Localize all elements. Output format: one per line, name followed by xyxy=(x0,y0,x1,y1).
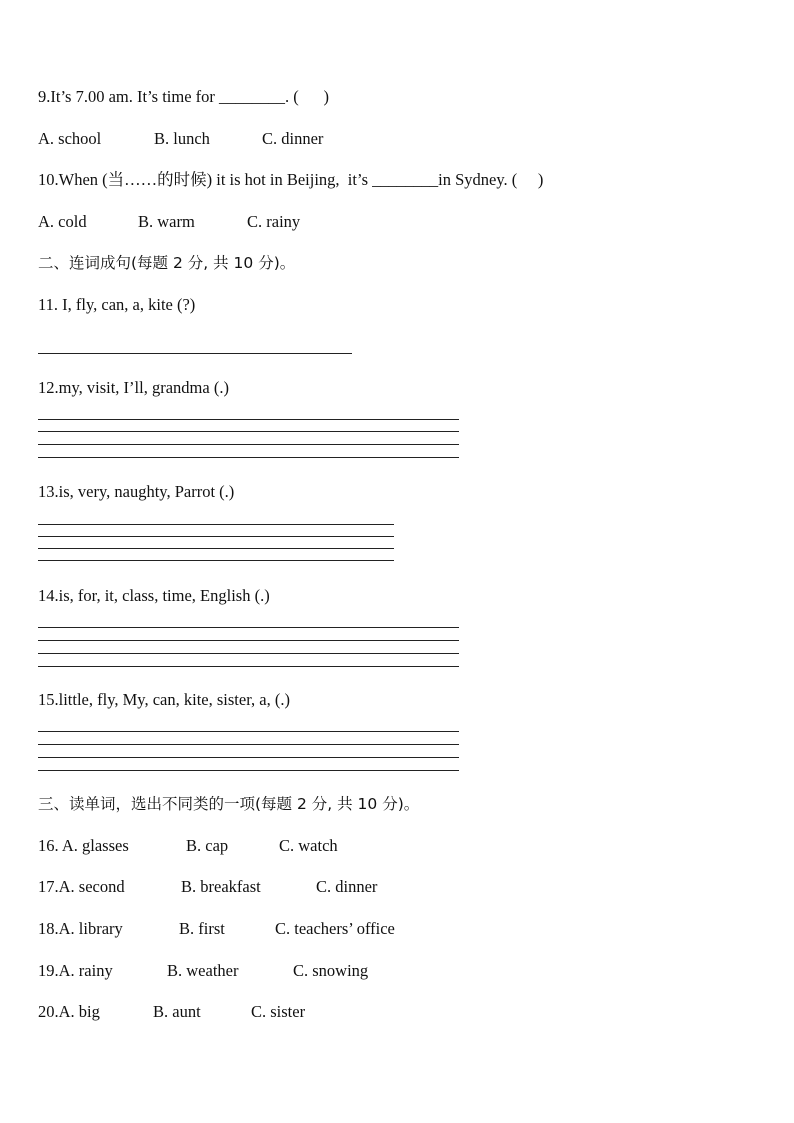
question-10-option-a[interactable]: A. cold xyxy=(38,212,87,231)
answer-line[interactable] xyxy=(38,444,459,445)
question-17-option-b[interactable]: B. breakfast xyxy=(181,877,261,896)
answer-line[interactable] xyxy=(38,536,394,537)
answer-line[interactable] xyxy=(38,431,459,432)
question-9-option-a[interactable]: A. school xyxy=(38,129,102,148)
question-18-option-c[interactable]: C. teachers’ office xyxy=(275,919,395,938)
section-2-heading: 二、连词成句(每题 2 分, 共 10 分)。 xyxy=(38,254,296,272)
answer-line[interactable] xyxy=(38,560,394,561)
answer-line[interactable] xyxy=(38,770,459,771)
question-16-option-c[interactable]: C. watch xyxy=(279,836,338,855)
question-19-option-c[interactable]: C. snowing xyxy=(293,961,369,980)
question-17-option-c[interactable]: C. dinner xyxy=(316,877,378,896)
answer-line[interactable] xyxy=(38,653,459,654)
question-12-words: 12.my, visit, I’ll, grandma (.) xyxy=(38,378,229,397)
answer-line[interactable] xyxy=(38,731,459,732)
answer-line[interactable] xyxy=(38,353,352,354)
question-20-option-b[interactable]: B. aunt xyxy=(153,1002,201,1021)
question-15-words: 15.little, fly, My, can, kite, sister, a, (.) xyxy=(38,690,290,709)
question-20-option-c[interactable]: C. sister xyxy=(251,1002,306,1021)
answer-line[interactable] xyxy=(38,457,459,458)
question-18-option-b[interactable]: B. first xyxy=(179,919,225,938)
question-9-option-b[interactable]: B. lunch xyxy=(154,129,210,148)
answer-line[interactable] xyxy=(38,419,459,420)
question-19-option-a[interactable]: 19.A. rainy xyxy=(38,961,113,980)
question-10-option-c[interactable]: C. rainy xyxy=(247,212,301,231)
answer-line[interactable] xyxy=(38,757,459,758)
question-13-words: 13.is, very, naughty, Parrot (.) xyxy=(38,482,235,501)
question-9-option-c[interactable]: C. dinner xyxy=(262,129,324,148)
answer-line[interactable] xyxy=(38,666,459,667)
answer-line[interactable] xyxy=(38,744,459,745)
section-3-heading: 三、读单词，选出不同类的一项(每题 2 分, 共 10 分)。 xyxy=(38,795,420,813)
answer-line[interactable] xyxy=(38,524,394,525)
question-17-option-a[interactable]: 17.A. second xyxy=(38,877,125,896)
question-10-stem: 10.When (当……的时候) it is hot in Beijing, it’s ________in Sydney. ( ) xyxy=(38,170,544,189)
question-14-words: 14.is, for, it, class, time, English (.) xyxy=(38,586,270,605)
question-19-option-b[interactable]: B. weather xyxy=(167,961,239,980)
question-9-stem: 9.It’s 7.00 am. It’s time for ________. ( ) xyxy=(38,87,330,106)
question-16-option-a[interactable]: 16. A. glasses xyxy=(38,836,129,855)
question-11-words: 11. I, fly, can, a, kite (?) xyxy=(38,295,196,314)
question-10-option-b[interactable]: B. warm xyxy=(138,212,195,231)
question-18-option-a[interactable]: 18.A. library xyxy=(38,919,123,938)
question-20-option-a[interactable]: 20.A. big xyxy=(38,1002,100,1021)
answer-line[interactable] xyxy=(38,640,459,641)
answer-line[interactable] xyxy=(38,627,459,628)
question-16-option-b[interactable]: B. cap xyxy=(186,836,229,855)
answer-line[interactable] xyxy=(38,548,394,549)
